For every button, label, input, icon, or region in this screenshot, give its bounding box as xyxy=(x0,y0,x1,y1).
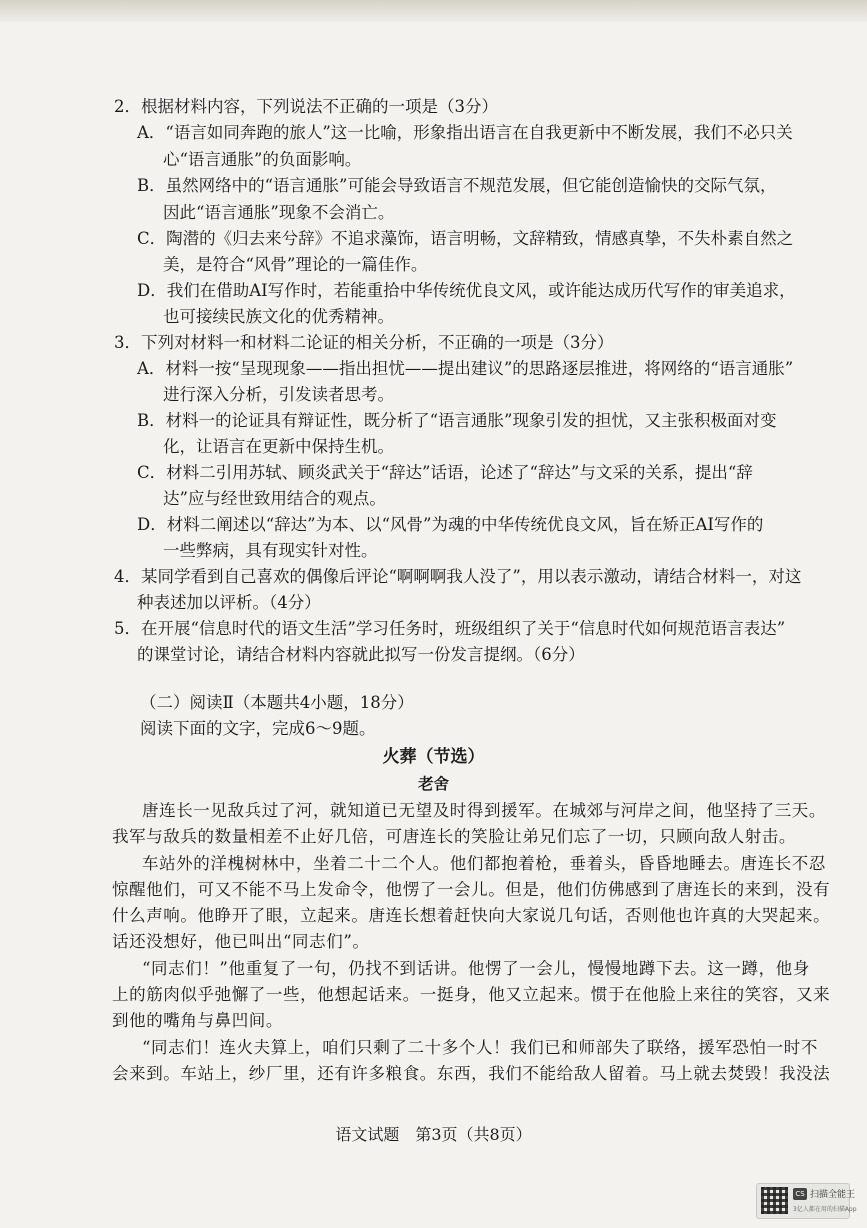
q3-option-c-cont: 达”应与经世致用结合的观点。 xyxy=(163,489,386,508)
qr-code-icon xyxy=(761,1187,788,1214)
passage-line: 惊醒他们，可又不能不马上发命令，他愣了一会儿。但是，他们仿佛感到了唐连长的来到，没有 xyxy=(112,880,831,899)
passage-line: “同志们！”他重复了一句，仍找不到话讲。他愣了一会儿，慢慢地蹲下去。这一蹲，他身 xyxy=(142,959,810,978)
q3-stem: 3．下列对材料一和材料二论证的相关分析，不正确的一项是（3分） xyxy=(114,333,614,352)
page-footer: 语文试题 第3页（共8页） xyxy=(335,1125,532,1144)
camscanner-logo-icon: CS xyxy=(793,1188,807,1200)
q2-option-c: C．陶潜的《归去来兮辞》不追求藻饰，语言明畅，文辞精致，情感真挚，不失朴素自然之 xyxy=(137,229,794,248)
passage-title: 火葬（节选） xyxy=(382,747,485,767)
q4-line2: 种表述加以评析。（4分） xyxy=(137,593,321,612)
passage-author: 老舍 xyxy=(417,774,449,793)
passage-line: 唐连长一见敌兵过了河，就知道已无望及时得到援军。在城郊与河岸之间，他坚持了三天。 xyxy=(142,801,826,820)
q5-line2: 的课堂讨论，请结合材料内容就此拟写一份发言提纲。（6分） xyxy=(137,645,585,664)
q3-option-d: D．材料二阐述以“辞达”为本、以“风骨”为魂的中华传统优良文风，旨在矫正AI写作的 xyxy=(137,515,764,534)
q3-option-a-cont: 进行深入分析，引发读者思考。 xyxy=(163,385,394,404)
q3-option-d-cont: 一些弊病，具有现实针对性。 xyxy=(163,541,378,560)
scanner-app-name: 扫描全能王 xyxy=(810,1190,856,1200)
passage-line: 我军与敌兵的数量相差不止好几倍，可唐连长的笑脸让弟兄们忘了一切，只顾向敌人射击。 xyxy=(112,827,796,846)
q2-option-a-cont: 心“语言通胀”的负面影响。 xyxy=(163,150,362,169)
q5-line1: 5．在开展“信息时代的语文生活”学习任务时，班级组织了关于“信息时代如何规范语言表达” xyxy=(114,619,786,638)
q2-option-b-cont: 因此“语言通胀”现象不会消亡。 xyxy=(163,203,395,222)
q2-option-d: D．我们在借助AI写作时，若能重拾中华传统优良文风，或许能达成历代写作的审美追求， xyxy=(137,281,796,300)
passage-line: 到他的嘴角与鼻凹间。 xyxy=(112,1011,283,1030)
scanner-tagline: 3亿人都在用的扫描App xyxy=(793,1206,857,1213)
q4-line1: 4．某同学看到自己喜欢的偶像后评论“啊啊啊我人没了”，用以表示激动，请结合材料一，对这 xyxy=(114,567,802,586)
passage-line: 什么声响。他睁开了眼，立起来。唐连长想着赶快向大家说几句话，否则他也许真的大哭起来。 xyxy=(112,906,831,925)
scanner-watermark xyxy=(756,1183,857,1219)
scan-edge-noise xyxy=(0,0,867,22)
passage-line: 会来到。车站上，纱厂里，还有许多粮食。东西，我们不能给敌人留着。马上就去焚毁！我没法 xyxy=(112,1064,831,1083)
passage-line: 上的筋肉似乎弛懈了一些，他想起话来。一挺身，他又立起来。惯于在他脸上来往的笑容，又来 xyxy=(112,985,831,1004)
q2-option-b: B．虽然网络中的“语言通胀”可能会导致语言不规范发展，但它能创造愉快的交际气氛， xyxy=(137,176,777,195)
q2-option-d-cont: 也可接续民族文化的优秀精神。 xyxy=(163,307,394,326)
passage-line: 话还没想好，他已叫出“同志们”。 xyxy=(112,932,370,951)
q3-option-c: C．材料二引用苏轼、顾炎武关于“辞达”话语，论述了“辞达”与文采的关系，提出“辞 xyxy=(137,463,753,482)
passage-line: 车站外的洋槐树林中，坐着二十二个人。他们都抱着枪，垂着头，昏昏地睡去。唐连长不忍 xyxy=(142,854,826,873)
q2-option-a: A．“语言如同奔跑的旅人”这一比喻，形象指出语言在自我更新中不断发展，我们不必只关 xyxy=(137,123,793,142)
section-heading: （二）阅读Ⅱ（本题共4小题，18分） xyxy=(140,693,414,712)
q3-option-a: A．材料一按“呈现现象——指出担忧——提出建议”的思路逐层推进，将网络的“语言通胀” xyxy=(137,359,794,378)
q2-stem: 2．根据材料内容，下列说法不正确的一项是（3分） xyxy=(114,97,498,116)
section-instruction: 阅读下面的文字，完成6～9题。 xyxy=(140,719,376,738)
passage-line: “同志们！连火夫算上，咱们只剩了二十多个人！我们已和师部失了联络，援军恐怕一时不 xyxy=(142,1038,818,1057)
q3-option-b-cont: 化，让语言在更新中保持生机。 xyxy=(163,437,394,456)
q2-option-c-cont: 美，是符合“风骨”理论的一篇佳作。 xyxy=(163,255,428,274)
q3-option-b: B．材料一的论证具有辩证性，既分析了“语言通胀”现象引发的担忧，又主张积极面对变 xyxy=(137,411,777,430)
